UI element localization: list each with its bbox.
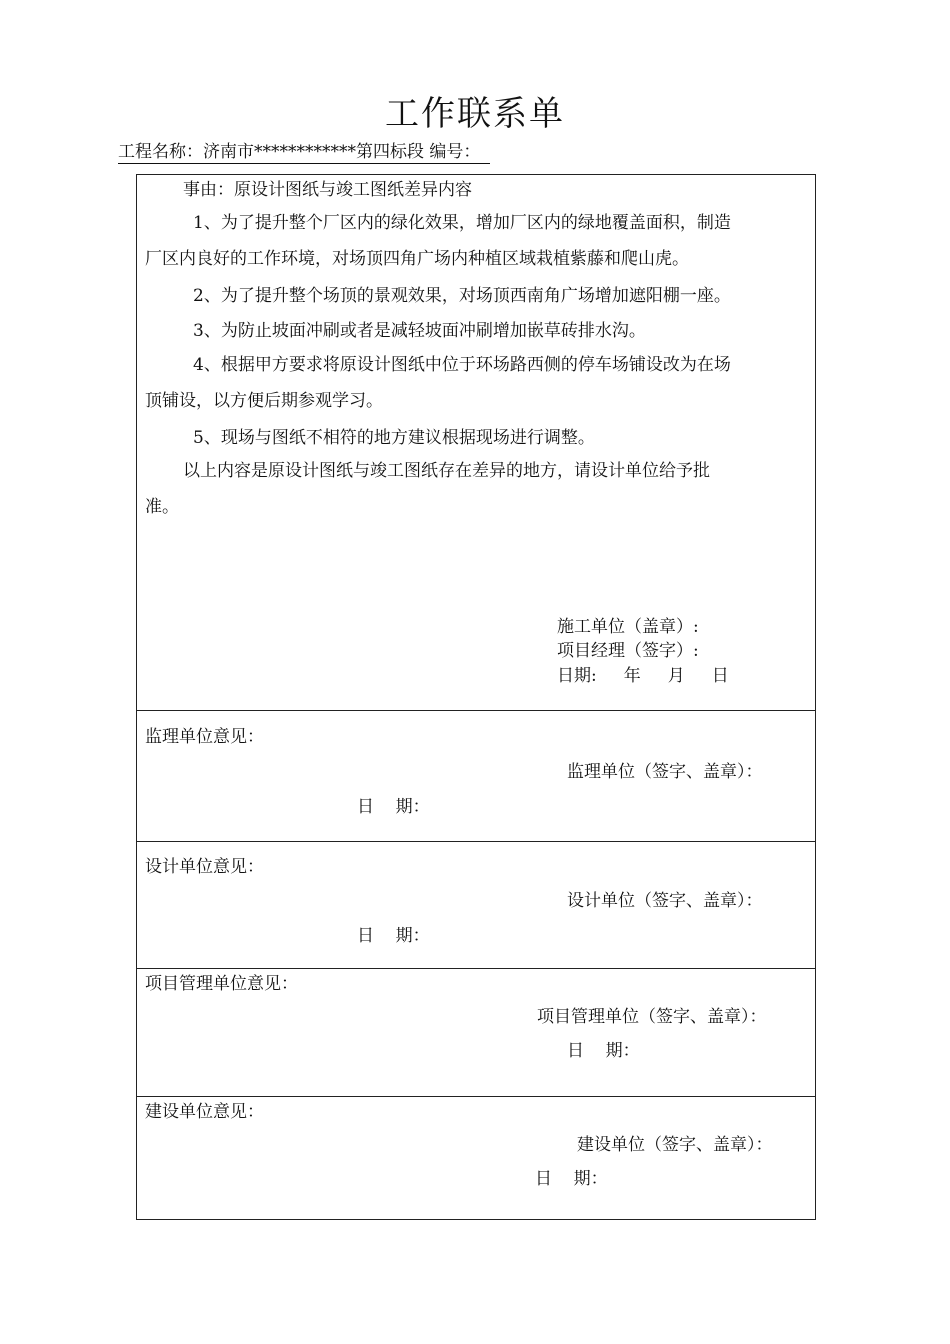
owner-label: 建设单位意见：	[145, 1102, 264, 1122]
content-section	[137, 175, 815, 710]
item-1-line-2: 厂区内良好的工作环境，对场顶四角广场内种植区域栽植紫藤和爬山虎。	[145, 249, 689, 269]
management-section	[137, 968, 815, 1097]
summary-line-2: 准。	[145, 497, 179, 517]
design-section	[137, 841, 815, 969]
design-date: 日 期：	[357, 926, 430, 946]
reason-text: 事由：原设计图纸与竣工图纸差异内容	[183, 180, 472, 200]
construction-unit-stamp: 施工单位（盖章）:	[557, 617, 699, 637]
page-title: 工作联系单	[385, 94, 565, 134]
owner-section	[137, 1096, 815, 1220]
item-2: 2、为了提升整个场顶的景观效果，对场顶西南角广场增加遮阳棚一座。	[193, 286, 731, 306]
management-date: 日 期：	[567, 1041, 640, 1061]
supervision-label: 监理单位意见：	[145, 727, 264, 747]
supervision-date: 日 期：	[357, 797, 430, 817]
management-label: 项目管理单位意见：	[145, 974, 298, 994]
summary-line-1: 以上内容是原设计图纸与竣工图纸存在差异的地方，请设计单位给予批	[183, 461, 710, 481]
construction-date: 日期: 年 月 日	[557, 666, 729, 686]
design-signature: 设计单位（签字、盖章）：	[567, 891, 763, 911]
item-4-line-1: 4、根据甲方要求将原设计图纸中位于环场路西侧的停车场铺设改为在场	[193, 355, 731, 375]
item-4-line-2: 顶铺设，以方便后期参观学习。	[145, 391, 383, 411]
item-3: 3、为防止坡面冲刷或者是减轻坡面冲刷增加嵌草砖排水沟。	[193, 321, 646, 341]
design-label: 设计单位意见：	[145, 857, 264, 877]
owner-date: 日 期：	[535, 1169, 608, 1189]
item-1-line-1: 1、为了提升整个厂区内的绿化效果，增加厂区内的绿地覆盖面积，制造	[193, 213, 731, 233]
owner-signature: 建设单位（签字、盖章）：	[577, 1135, 773, 1155]
management-signature: 项目管理单位（签字、盖章）：	[537, 1007, 767, 1027]
project-name-line: 工程名称：济南市************第四标段 编号：	[118, 141, 490, 164]
supervision-signature: 监理单位（签字、盖章）：	[567, 762, 763, 782]
item-5: 5、现场与图纸不相符的地方建议根据现场进行调整。	[193, 428, 595, 448]
project-manager-signature: 项目经理（签字）:	[557, 641, 699, 661]
supervision-section	[137, 710, 815, 842]
contact-form-table	[136, 174, 816, 1220]
